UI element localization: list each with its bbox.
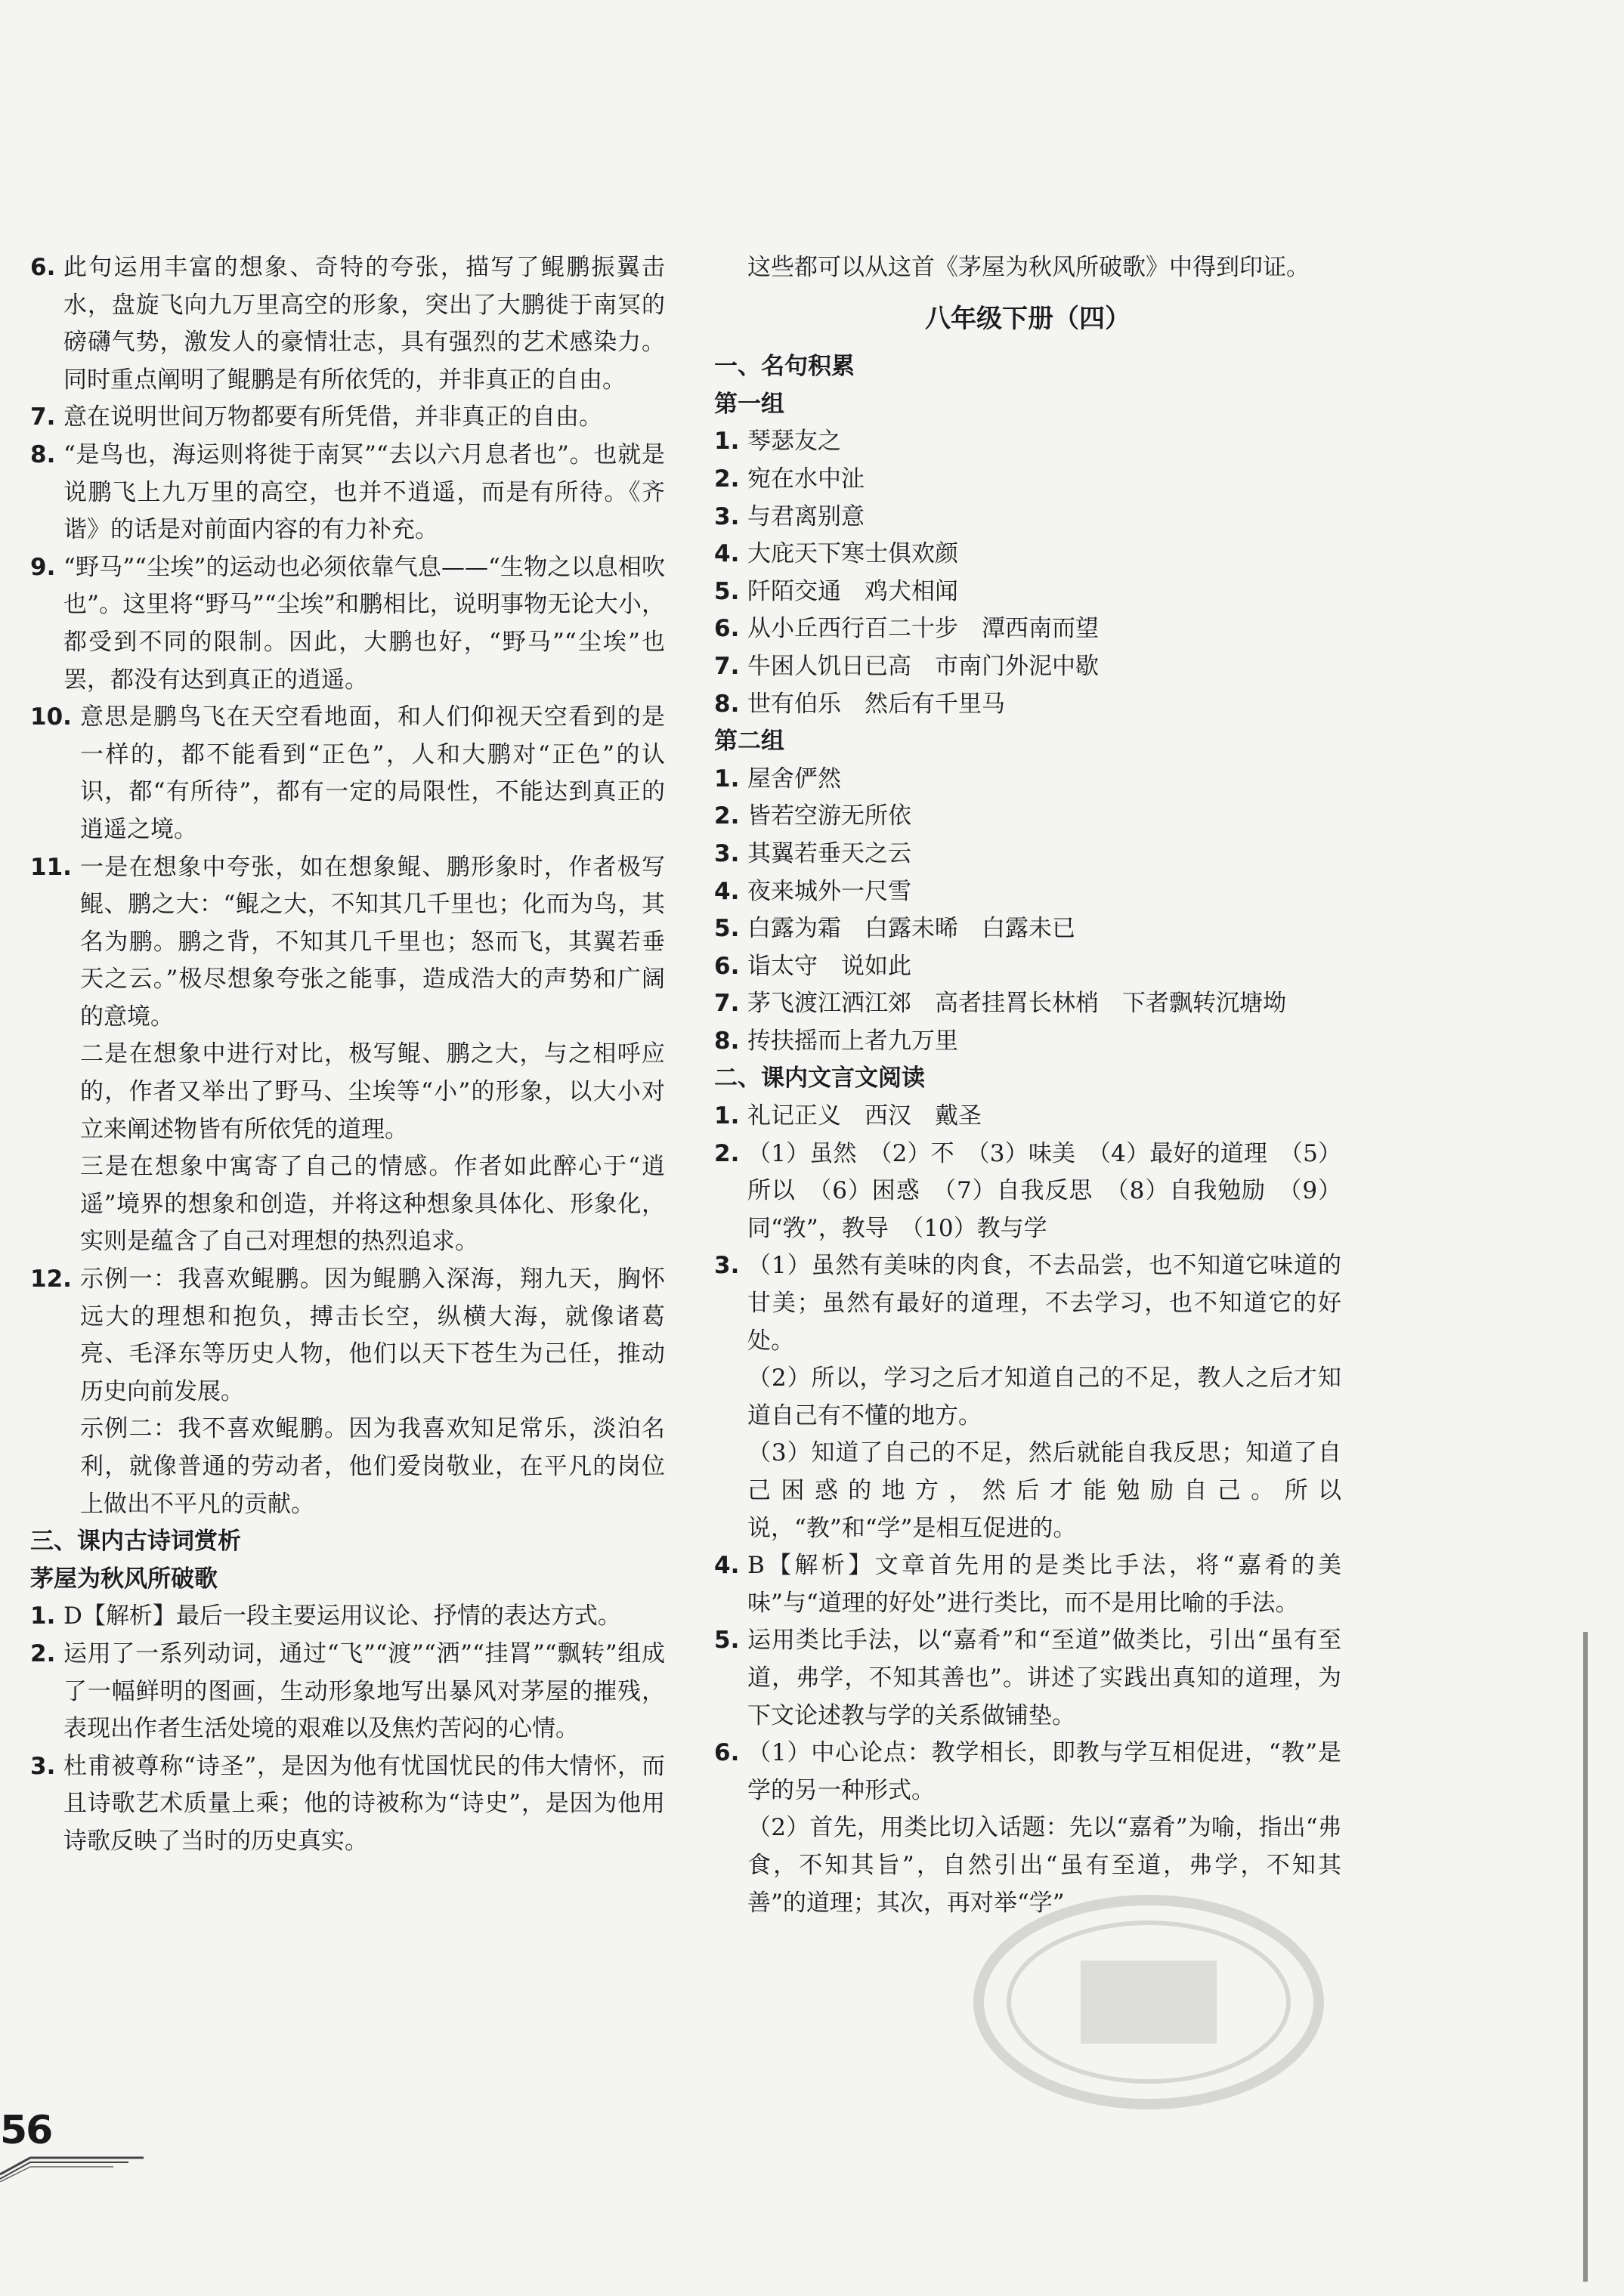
item-number: 5. — [714, 915, 740, 943]
item-number: 3. — [714, 502, 740, 530]
item-text: 礼记正义 西汉 戴圣 — [747, 1102, 982, 1130]
list-item — [714, 761, 1341, 799]
reading-answer-6 — [714, 1735, 1341, 1809]
right-column — [714, 249, 1341, 1922]
page-number: 56 — [0, 2108, 52, 2153]
item-number: 6. — [714, 952, 740, 980]
item-number: 9. — [30, 553, 56, 581]
chapter-title: 八年级下册（四） — [925, 303, 1131, 334]
item-number: 7. — [30, 403, 56, 431]
item-number: 12. — [30, 1265, 72, 1293]
answer-item-6 — [30, 249, 665, 399]
reading-answer-5 — [714, 1622, 1341, 1735]
reading-answer-4 — [714, 1547, 1341, 1622]
item-text: 夜来城外一尺雪 — [747, 877, 911, 905]
item-text: （1）中心论点：教学相长，即教与学互相促进，“教”是学的另一种形式。 — [747, 1739, 1341, 1804]
item-number: 1. — [30, 1602, 56, 1630]
answer-paragraph: 示例二：我不喜欢鲲鹏。因为我喜欢知足常乐，淡泊名利，就像普通的劳动者，他们爱岗敬业，在平凡的岗位上做出不平凡的贡献。 — [80, 1415, 665, 1518]
list-item — [714, 499, 1341, 536]
poem-title: 茅屋为秋风所破歌 — [30, 1565, 218, 1593]
answer-paragraph: 三是在想象中寓寄了自己的情感。作者如此醉心于“逍遥”境界的想象和创造，并将这种想象具体化、形象化，实则是蕴含了自己对理想的热烈追求。 — [80, 1153, 665, 1256]
poem-answer-1 — [30, 1598, 665, 1636]
item-text: 运用类比手法，以“嘉肴”和“至道”做类比，引出“虽有至道，弗学，不知其善也”。讲述了实践出真知的道理，为下文论述教与学的关系做铺垫。 — [747, 1627, 1341, 1729]
answer-item-9 — [30, 549, 665, 699]
continued-text: 这些都可以从这首《茅屋为秋风所破歌》中得到印证。 — [747, 254, 1310, 281]
item-number: 2. — [714, 465, 740, 493]
item-number: 10. — [30, 703, 72, 731]
item-number: 4. — [714, 1552, 740, 1580]
answer-paragraph: 二是在想象中进行对比，极写鲲、鹏之大，与之相呼应的，作者又举出了野马、尘埃等“小”的形象，以大小对立来阐述物皆有所依凭的道理。 — [80, 1040, 665, 1143]
answer-item-12 — [30, 1261, 665, 1411]
item-text: 诣太守 说如此 — [747, 952, 911, 980]
left-column — [30, 249, 665, 1861]
item-text: 示例一：我喜欢鲲鹏。因为鲲鹏入深海，翔九天，胸怀远大的理想和抱负，搏击长空，纵横大海，就像诸葛亮、毛泽东等历史人物，他们以天下苍生为己任，推动历史向前发展。 — [80, 1265, 665, 1405]
page-footer — [0, 2108, 51, 2153]
item-number: 4. — [714, 877, 740, 905]
item-text: 茅飞渡江洒江郊 高者挂罥长林梢 下者飘转沉塘坳 — [747, 990, 1286, 1018]
item-text: 意思是鹏鸟飞在天空看地面，和人们仰视天空看到的是一样的，都不能看到“正色”，人和大鹏对“正色”的认识，都“有所待”，都有一定的局限性，不能达到真正的逍遥之境。 — [80, 703, 665, 843]
list-item — [714, 536, 1341, 573]
item-text: 其翼若垂天之云 — [747, 839, 911, 867]
reading-answer-1 — [714, 1098, 1341, 1136]
item-text: 大庇天下寒士俱欢颜 — [747, 540, 958, 568]
watermark-stamp — [967, 1889, 1330, 2115]
group-heading: 第一组 — [714, 390, 784, 418]
item-text: D【解析】最后一段主要运用议论、抒情的表达方式。 — [63, 1602, 621, 1630]
list-item — [714, 610, 1341, 648]
item-text: 白露为霜 白露未晞 白露未已 — [747, 915, 1075, 943]
list-item — [714, 461, 1341, 499]
list-item — [714, 985, 1341, 1023]
item-number: 3. — [30, 1752, 56, 1780]
item-text: 皆若空游无所依 — [747, 802, 911, 830]
list-item — [714, 836, 1341, 873]
item-number: 11. — [30, 853, 72, 881]
item-number: 2. — [714, 1139, 740, 1167]
answer-item-10 — [30, 699, 665, 848]
list-item — [714, 686, 1341, 724]
list-item — [714, 648, 1341, 686]
item-number: 7. — [714, 990, 740, 1018]
item-text: 一是在想象中夸张，如在想象鲲、鹏形象时，作者极写鲲、鹏之大：“鲲之大，不知其几千里也；化而为鸟，其名为鹏。鹏之背，不知其几千里也；怒而飞，其翼若垂天之云。”极尽想象夸张之能事，造成浩大的声势和广阔的意境。 — [80, 853, 665, 1031]
item-number: 4. — [714, 540, 740, 568]
item-text: 此句运用丰富的想象、奇特的夸张，描写了鲲鹏振翼击水，盘旋飞向九万里高空的形象，突出了大鹏徙于南冥的磅礴气势，激发人的豪情壮志，具有强烈的艺术感染力。同时重点阐明了鲲鹏是有所依凭的，并非真正的自由。 — [63, 254, 665, 394]
item-number: 8. — [714, 690, 740, 718]
item-number: 6. — [30, 254, 56, 281]
list-item — [714, 910, 1341, 948]
list-item — [714, 873, 1341, 911]
list-item — [714, 798, 1341, 836]
list-item — [714, 948, 1341, 986]
item-text: 抟扶摇而上者九万里 — [747, 1027, 958, 1055]
item-number: 1. — [714, 428, 740, 456]
reading-answer-3 — [714, 1247, 1341, 1360]
item-text: 宛在水中沚 — [747, 465, 865, 493]
binding-edge — [1583, 1632, 1588, 2282]
item-text: 世有伯乐 然后有千里马 — [747, 690, 1005, 718]
item-text: 琴瑟友之 — [747, 428, 841, 456]
item-number: 5. — [714, 577, 740, 605]
section-heading: 三、课内古诗词赏析 — [30, 1528, 241, 1556]
answer-item-11 — [30, 849, 665, 1037]
item-text: 阡陌交通 鸡犬相闻 — [747, 577, 958, 605]
item-text: “是鸟也，海运则将徙于南冥”“去以六月息者也”。也就是说鹏飞上九万里的高空，也并不逍遥，而是有所待。《齐谐》的话是对前面内容的有力补充。 — [63, 440, 665, 544]
group-heading: 第二组 — [714, 728, 784, 756]
item-number: 8. — [714, 1027, 740, 1055]
item-text: “野马”“尘埃”的运动也必须依靠气息——“生物之以息相吹也”。这里将“野马”“尘埃”和鹏相比，说明事物无论大小，都受到不同的限制。因此，大鹏也好，“野马”“尘埃”也罢，都没有达到真正的逍遥。 — [63, 553, 665, 694]
item-number: 7. — [714, 652, 740, 680]
item-number: 5. — [714, 1627, 740, 1655]
page-number-swoosh — [0, 2152, 151, 2182]
answer-paragraph: （3）知道了自己的不足，然后就能自我反思；知道了自己困惑的地方，然后才能勉励自己。所以说，“教”和“学”是相互促进的。 — [747, 1439, 1341, 1542]
item-number: 6. — [714, 615, 740, 643]
section-heading: 二、课内文言文阅读 — [714, 1065, 925, 1092]
answer-item-8 — [30, 437, 665, 549]
item-text: 牛困人饥日已高 市南门外泥中歇 — [747, 652, 1099, 680]
item-number: 3. — [714, 1252, 740, 1280]
item-text: 与君离别意 — [747, 502, 865, 530]
item-text: 杜甫被尊称“诗圣”，是因为他有忧国忧民的伟大情怀，而且诗歌艺术质量上乘；他的诗被称为“诗史”，是因为他用诗歌反映了当时的历史真实。 — [63, 1752, 665, 1855]
answer-paragraph: （2）所以，学习之后才知道自己的不足，教人之后才知道自己有不懂的地方。 — [747, 1364, 1341, 1429]
list-item — [714, 423, 1341, 461]
item-number: 2. — [714, 802, 740, 830]
poem-answer-3 — [30, 1748, 665, 1861]
item-number: 8. — [30, 440, 56, 468]
item-text: B【解析】文章首先用的是类比手法，将“嘉肴的美味”与“道理的好处”进行类比，而不是用比喻的手法。 — [747, 1552, 1341, 1617]
item-text: 从小丘西行百二十步 潭西南而望 — [747, 615, 1099, 643]
item-text: （1）虽然 （2）不 （3）味美 （4）最好的道理 （5）所以 （6）困惑 （7）自我反思 （8）自我勉励 （9）同“敩”，教导 （10）教与学 — [747, 1139, 1341, 1242]
item-text: 运用了一系列动词，通过“飞”“渡”“洒”“挂罥”“飘转”组成了一幅鲜明的图画，生动形象地写出暴风对茅屋的摧残，表现出作者生活处境的艰难以及焦灼苦闷的心情。 — [63, 1639, 665, 1743]
item-number: 1. — [714, 1102, 740, 1130]
item-text: 屋舍俨然 — [747, 765, 841, 793]
poem-answer-2 — [30, 1636, 665, 1748]
item-number: 1. — [714, 765, 740, 793]
reading-answer-2 — [714, 1136, 1341, 1248]
item-text: （1）虽然有美味的肉食，不去品尝，也不知道它味道的甘美；虽然有最好的道理，不去学习，也不知道它的好处。 — [747, 1252, 1341, 1355]
list-item — [714, 573, 1341, 611]
item-number: 6. — [714, 1739, 740, 1767]
section-heading: 一、名句积累 — [714, 353, 855, 381]
answer-paragraph: （2）首先，用类比切入话题：先以“嘉肴”为喻，指出“弗食，不知其旨”，自然引出“虽有至道，弗学，不知其善”的道理；其次，再对举“学” — [747, 1814, 1341, 1917]
answer-item-7 — [30, 399, 665, 437]
list-item — [714, 1023, 1341, 1061]
item-text: 意在说明世间万物都要有所凭借，并非真正的自由。 — [63, 403, 602, 431]
item-number: 3. — [714, 839, 740, 867]
item-number: 2. — [30, 1639, 56, 1667]
